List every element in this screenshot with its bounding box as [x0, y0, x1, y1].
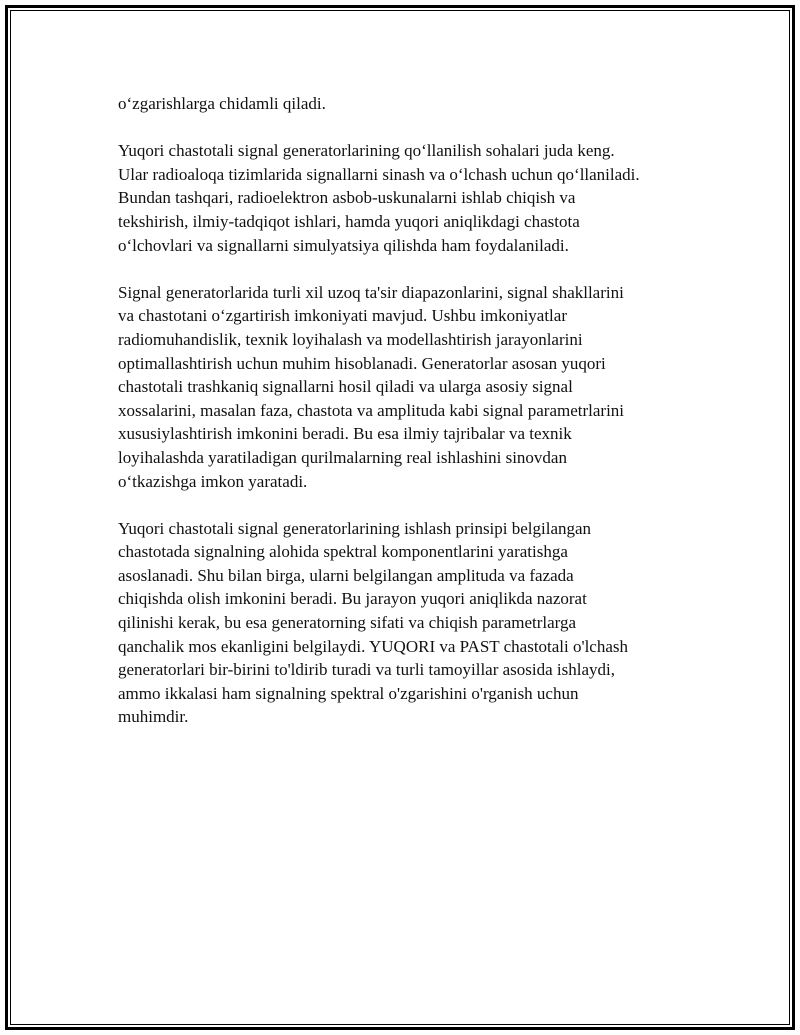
document-body — [118, 92, 698, 753]
paragraph-continuation: o‘zgarishlarga chidamli qiladi. — [118, 94, 326, 113]
paragraph-operating-principle: Yuqori chastotali signal generatorlarining ishlash prinsipi belgilangan chastotada signalning alohida spektral komponentlarini yaratishga asoslanadi. Shu bilan birga, ularni belgilangan amplituda va fazada chiqishda olish imkonini beradi. Bu jarayon yuqori aniqlikda nazorat qilinishi kerak, bu esa generatorning sifati va chiqish parametrlarga qanchalik mos ekanligini belgilaydi. YUQORI va PAST chastotali o'lchash generatorlari bir-birini to'ldirib turadi va turli tamoyillar asosida ishlaydi, ammo ikkalasi ham signalning spektral o'zgarishini o'rganish uchun muhimdir. — [118, 518, 628, 727]
paragraph-capabilities: Signal generatorlarida turli xil uzoq ta'sir diapazonlarini, signal shakllarini va chastotani o‘zgartirish imkoniyati mavjud. Ushbu imkoniyatlar radiomuhandislik, texnik loyihalash va modellashtirish jarayonlarini optimallashtirish uchun muhim hisoblanadi. Generatorlar asosan yuqori chastotali trashkaniq signallarni hosil qiladi va ularga asosiy signal xossalarini, masalan faza, chastota va amplituda kabi signal parametrlarini xususiylashtirish imkonini beradi. Bu esa ilmiy tajribalar va texnik loyihalashda yaratiladigan qurilmalarning real ishlashini sinovdan o‘tkazishga imkon yaratadi. — [118, 282, 625, 491]
paragraph-applications: Yuqori chastotali signal generatorlarining qo‘llanilish sohalari juda keng. Ular radioaloqa tizimlarida signallarni sinash va o‘lchash uchun qo‘llaniladi. Bundan tashqari, radioelektron asbob-uskunalarni ishlab chiqish va tekshirish, ilmiy-tadqiqot ishlari, hamda yuqori aniqlikdagi chastota o‘lchovlari va signallarni simulyatsiya qilishda ham foydalaniladi. — [118, 141, 640, 255]
